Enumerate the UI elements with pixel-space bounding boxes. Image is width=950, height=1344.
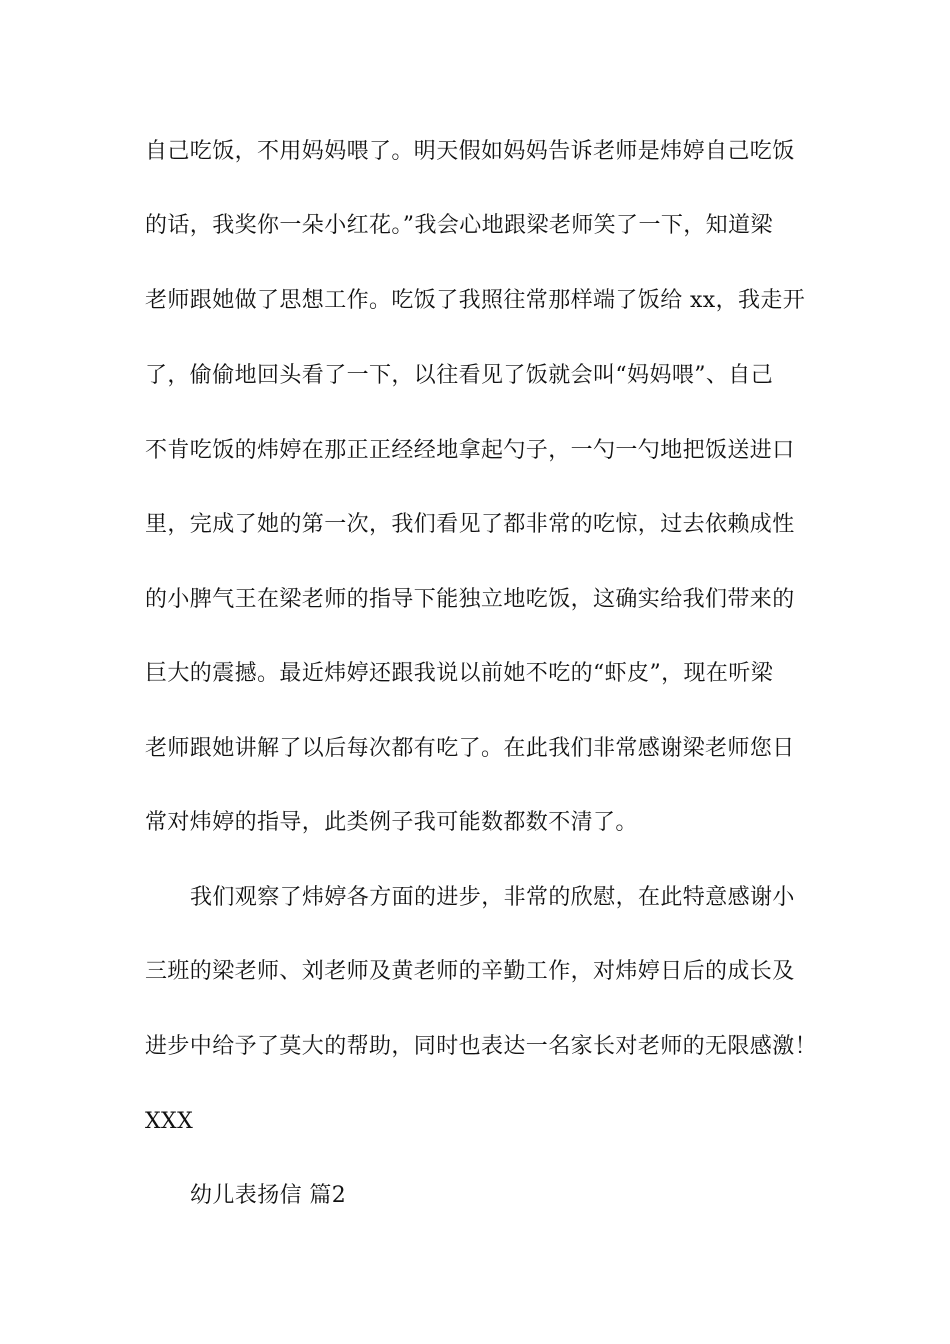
text-line: 不肯吃饭的炜婷在那正正经经地拿起勺子，一勺一勺地把饭送进口 bbox=[145, 438, 795, 463]
text-line: 了，偷偷地回头看了一下，以往看见了饭就会叫“妈妈喂”、自己 bbox=[145, 363, 774, 388]
text-line: 巨大的震撼。最近炜婷还跟我说以前她不吃的“虾皮”，现在听梁 bbox=[145, 661, 774, 686]
text-line: 的话，我奖你一朵小红花。”我会心地跟梁老师笑了一下，知道梁 bbox=[145, 213, 773, 238]
text-line: 里，完成了她的第一次，我们看见了都非常的吃惊，过去依赖成性 bbox=[145, 512, 795, 537]
text-line: 老师跟她做了思想工作。吃饭了我照往常那样端了饭给 xx，我走开 bbox=[145, 288, 806, 313]
text-line: 常对炜婷的指导，此类例子我可能数都数不清了。 bbox=[145, 810, 638, 835]
text-line: 我们观察了炜婷各方面的进步，非常的欣慰，在此特意感谢小 bbox=[190, 885, 795, 910]
text-line: 的小脾气王在梁老师的指导下能独立地吃饭，这确实给我们带来的 bbox=[145, 587, 795, 612]
section-heading: 幼儿表扬信 篇2 bbox=[190, 1183, 347, 1208]
text-line: 三班的梁老师、刘老师及黄老师的辛勤工作，对炜婷日后的成长及 bbox=[145, 959, 795, 984]
text-line: 进步中给予了莫大的帮助，同时也表达一名家长对老师的无限感激！ bbox=[145, 1034, 818, 1059]
text-line: 老师跟她讲解了以后每次都有吃了。在此我们非常感谢梁老师您日 bbox=[145, 736, 795, 761]
text-line: 自己吃饭，不用妈妈喂了。明天假如妈妈告诉老师是炜婷自己吃饭 bbox=[145, 139, 795, 164]
signature: XXX bbox=[145, 1109, 194, 1134]
